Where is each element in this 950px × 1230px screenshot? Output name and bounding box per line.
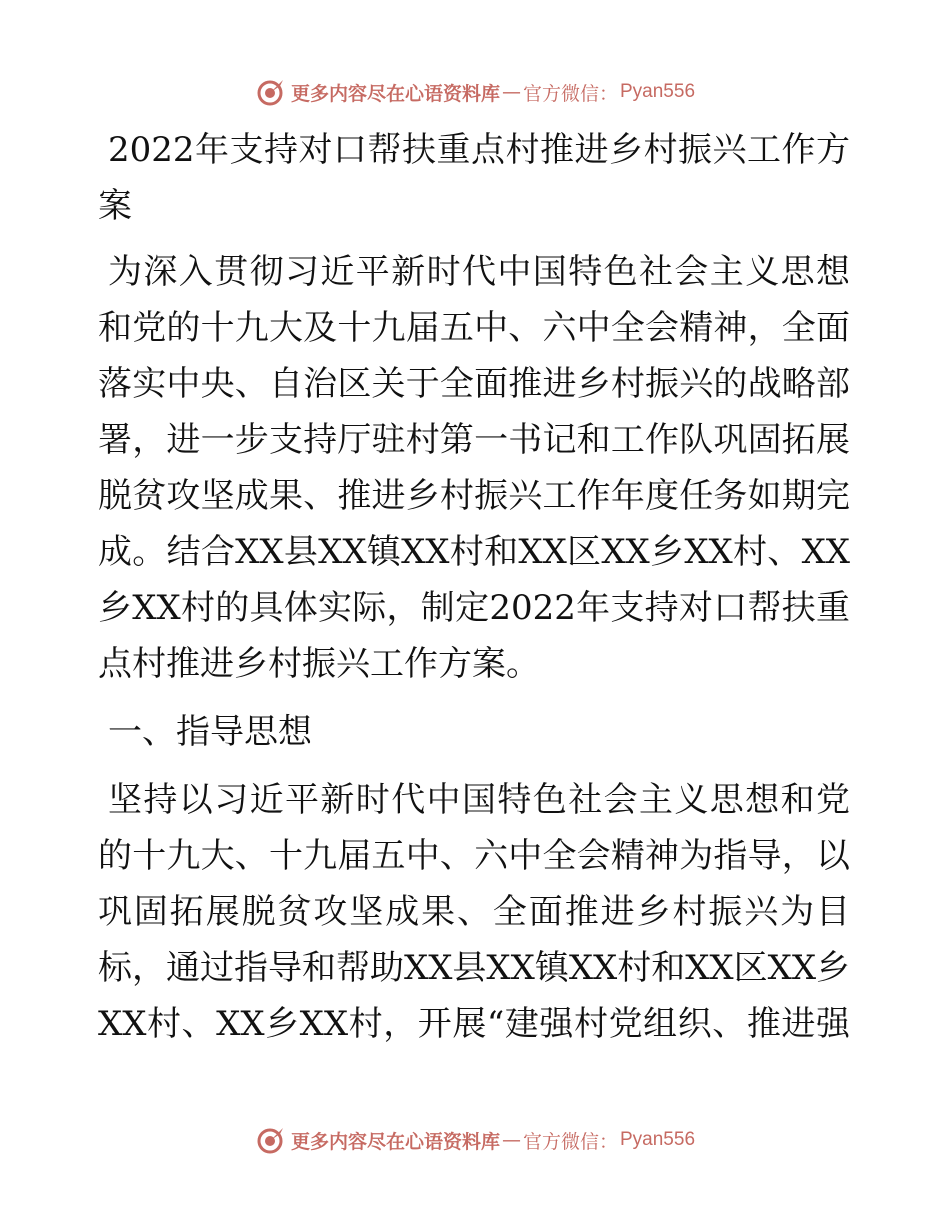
title-line: 2022年支持对口帮扶重点村推进乡村振兴工作方	[108, 130, 850, 170]
paragraph-line: 点村推进乡村振兴工作方案。	[98, 644, 540, 684]
title-line: 案	[98, 186, 132, 226]
watermark-site-text: 更多内容尽在心语资料库	[290, 82, 500, 105]
section-heading: 一、指导思想	[108, 712, 312, 752]
paragraph-line: 乡XX村的具体实际，制定2022年支持对口帮扶重	[98, 588, 850, 628]
paragraph-line: 和党的十九大及十九届五中、六中全会精神，全面	[98, 308, 850, 348]
paragraph-line: 署，进一步支持厅驻村第一书记和工作队巩固拓展	[98, 420, 850, 460]
paragraph-line: 成。结合XX县XX镇XX村和XX区XX乡XX村、XX	[98, 532, 850, 572]
document-body	[98, 122, 850, 1052]
paragraph-line: 脱贫攻坚成果、推进乡村振兴工作年度任务如期完	[98, 476, 850, 516]
intro-paragraph	[98, 244, 850, 692]
watermark-separator: —	[501, 1129, 521, 1151]
paragraph-line: XX村、XX乡XX村，开展“建强村党组织、推进强	[98, 1004, 850, 1044]
section-paragraph	[98, 772, 850, 1052]
paragraph-line: 落实中央、自治区关于全面推进乡村振兴的战略部	[98, 364, 850, 404]
paragraph-line: 坚持以习近平新时代中国特色社会主义思想和党	[108, 780, 850, 820]
paragraph-line: 为深入贯彻习近平新时代中国特色社会主义思想	[108, 252, 850, 292]
watermark-wechat-id: Pyan556	[620, 81, 696, 102]
quill-seal-icon	[255, 77, 285, 107]
quill-seal-icon	[255, 1125, 285, 1155]
paragraph-line: 巩固拓展脱贫攻坚成果、全面推进乡村振兴为目	[98, 892, 850, 932]
watermark-wechat-id: Pyan556	[620, 1129, 696, 1150]
footer-watermark	[0, 1120, 950, 1160]
header-watermark	[0, 72, 950, 112]
watermark-official-label: 官方微信：	[522, 82, 618, 105]
document-title	[98, 122, 850, 234]
watermark-official-label: 官方微信：	[522, 1130, 618, 1153]
paragraph-line: 的十九大、十九届五中、六中全会精神为指导，以	[98, 836, 850, 876]
watermark-separator: —	[501, 81, 521, 103]
watermark-site-text: 更多内容尽在心语资料库	[290, 1130, 500, 1153]
paragraph-line: 标，通过指导和帮助XX县XX镇XX村和XX区XX乡	[98, 948, 850, 988]
